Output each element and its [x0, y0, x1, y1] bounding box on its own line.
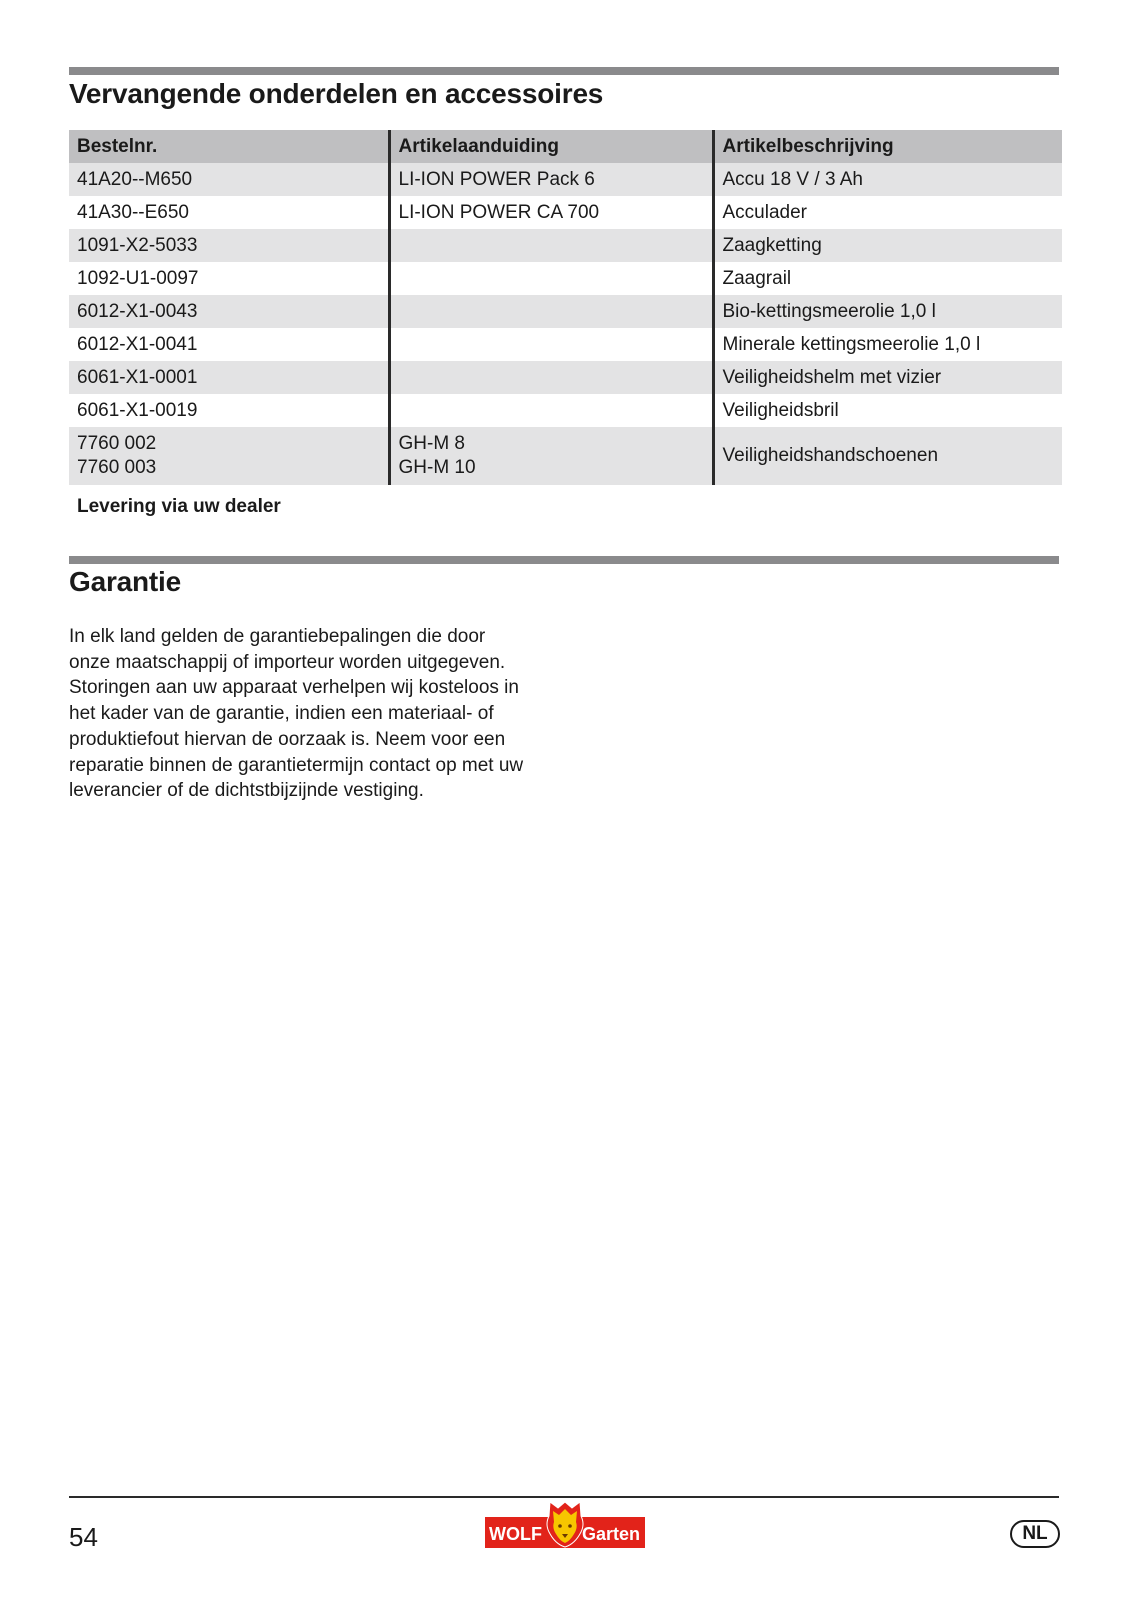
table-row	[69, 262, 1062, 295]
section-divider-top	[69, 67, 1059, 75]
cell-artikelbeschrijving: Acculader	[713, 196, 1062, 229]
cell-line: 7760 002	[77, 433, 157, 454]
table-row	[69, 394, 1062, 427]
paragraph-line: produktiefout hiervan de oorzaak is. Neem voor een	[69, 728, 506, 750]
paragraph-line: In elk land gelden de garantiebepalingen die door	[69, 626, 486, 647]
cell-artikelaanduiding	[389, 328, 713, 361]
cell-bestelnr: 41A20--M650	[69, 163, 389, 196]
cell-bestelnr: 1092-U1-0097	[77, 267, 199, 289]
paragraph-line: leverancier of de dichtstbijzijnde vestiging.	[69, 780, 424, 802]
cell-artikelaanduiding: LI-ION POWER Pack 6	[389, 163, 713, 196]
garantie-paragraph	[69, 624, 549, 804]
cell-bestelnr: 6012-X1-0041	[77, 333, 198, 355]
section-title-parts: Vervangende onderdelen en accessoires	[69, 78, 604, 109]
cell-line: GH-M 8	[398, 433, 465, 454]
column-header-artikelaanduiding: Artikelaanduiding	[389, 130, 713, 163]
cell-artikelbeschrijving: Accu 18 V / 3 Ah	[713, 163, 1062, 196]
cell-artikelaanduiding	[389, 295, 713, 328]
table-row	[69, 229, 1062, 262]
cell-artikelbeschrijving: Bio-kettingsmeerolie 1,0 l	[713, 295, 1062, 328]
column-header-artikelbeschrijving: Artikelbeschrijving	[713, 130, 1062, 163]
cell-artikelaanduiding	[389, 427, 713, 485]
table-header-row	[69, 130, 1062, 163]
cell-bestelnr: 1091-X2-5033	[69, 229, 389, 262]
cell-bestelnr: 6012-X1-0043	[69, 295, 389, 328]
page-number: 54	[69, 1522, 98, 1552]
language-badge: NL	[1010, 1520, 1060, 1548]
paragraph-line: onze maatschappij of importeur worden uitgegeven.	[69, 651, 506, 673]
logo-text-garten: Garten	[582, 1524, 641, 1544]
footer-rule	[69, 1496, 1059, 1498]
cell-artikelaanduiding	[389, 229, 713, 262]
table-row	[69, 295, 1062, 328]
cell-line: 7760 003	[77, 457, 157, 478]
wolf-garten-logo	[485, 1500, 645, 1550]
table-row	[69, 196, 1062, 229]
paragraph-line: Storingen aan uw apparaat verhelpen wij kosteloos in	[69, 677, 519, 699]
section-title-garantie: Garantie	[69, 566, 181, 597]
cell-bestelnr	[69, 427, 389, 485]
table-row	[69, 427, 1062, 485]
cell-line: GH-M 10	[398, 457, 476, 478]
table-row	[69, 163, 1062, 196]
column-header-bestelnr: Bestelnr.	[69, 130, 389, 163]
cell-artikelaanduiding	[389, 394, 713, 427]
cell-artikelaanduiding: LI-ION POWER CA 700	[389, 196, 713, 229]
cell-artikelbeschrijving: Veiligheidsbril	[713, 394, 1062, 427]
cell-artikelaanduiding	[389, 262, 713, 295]
parts-table	[69, 130, 1062, 485]
paragraph-line: het kader van de garantie, indien een materiaal- of	[69, 703, 494, 725]
cell-artikelbeschrijving: Zaagketting	[713, 229, 1062, 262]
logo-text-wolf: WOLF	[489, 1524, 542, 1544]
cell-bestelnr: 41A30--E650	[77, 201, 189, 223]
cell-artikelbeschrijving: Zaagrail	[713, 262, 1062, 295]
cell-artikelbeschrijving: Veiligheidshandschoenen	[713, 427, 1062, 485]
cell-artikelbeschrijving: Minerale kettingsmeerolie 1,0 l	[713, 328, 1062, 361]
cell-bestelnr: 6061-X1-0019	[77, 399, 198, 421]
cell-artikelbeschrijving: Veiligheidshelm met vizier	[713, 361, 1062, 394]
paragraph-line: reparatie binnen de garantietermijn contact op met uw	[69, 754, 524, 776]
table-row	[69, 328, 1062, 361]
table-row	[69, 361, 1062, 394]
section-divider-garantie	[69, 556, 1059, 564]
cell-bestelnr: 6061-X1-0001	[69, 361, 389, 394]
cell-artikelaanduiding	[389, 361, 713, 394]
delivery-note: Levering via uw dealer	[77, 496, 281, 517]
